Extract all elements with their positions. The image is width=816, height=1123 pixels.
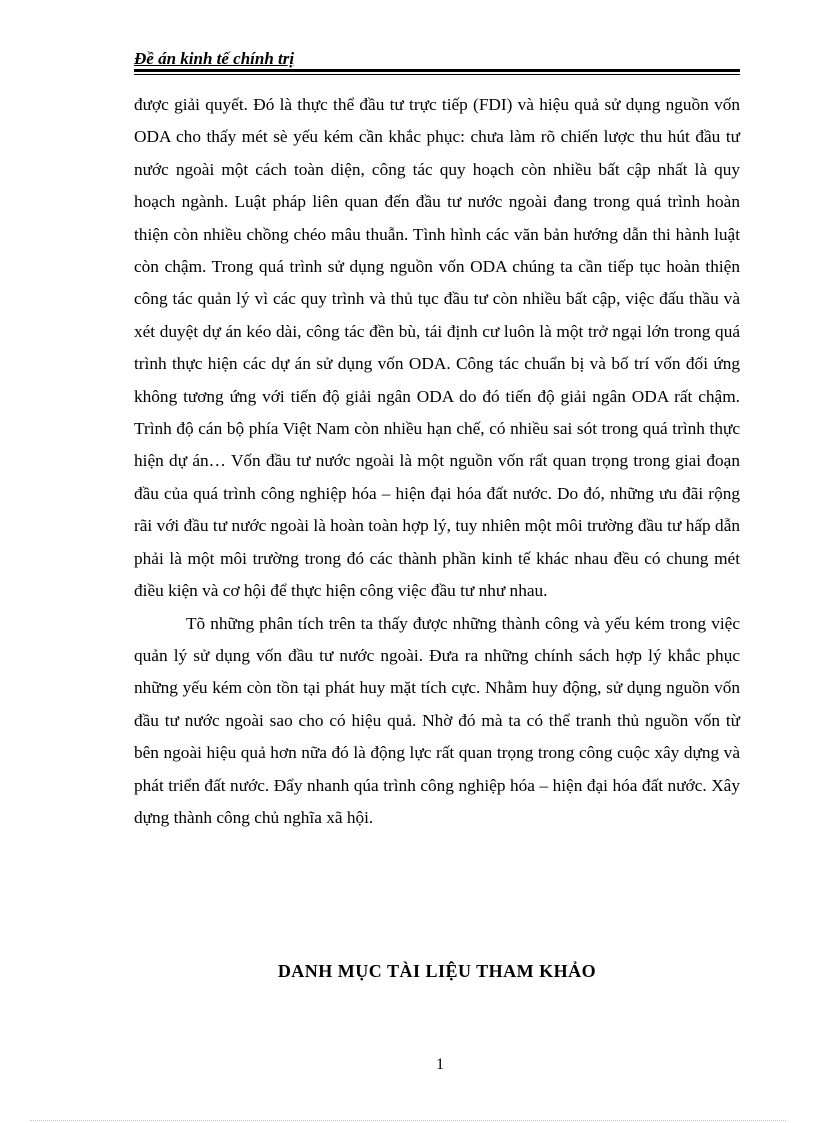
page-number: 1 — [436, 1056, 444, 1073]
header-title: Đề án kinh tế chính trị — [134, 49, 295, 68]
paragraph-continued: được giải quyết. Đó là thực thể đầu tư trực tiếp (FDI) và hiệu quả sử dụng nguồn vốn ODA cho thấy mét sè yếu kém cần khắc phục: chưa làm rõ chiến lược thu hút đầu tư nước ngoài một cách toàn diện, công tác quy hoạch còn nhiều bất cập nhất là quy hoạch ngành. Luật pháp liên quan đến đầu tư nước ngoài đang trong quá trình hoàn thiện còn nhiều chồng chéo mâu thuẫn. Tình hình các văn bản hướng dẫn thi hành luật còn chậm. Trong quá trình sử dụng nguồn vốn ODA chúng ta cần tiếp tục hoàn thiện công tác quản lý vì các quy trình và thủ tục đầu tư còn nhiều bất cập, việc đấu thầu và xét duyệt dự án kéo dài, công tác đền bù, tái định cư luôn là một trở ngại lớn trong quá trình thực hiện các dự án sử dụng vốn ODA. Công tác chuẩn bị và bố trí vốn đối ứng không tương ứng với tiến độ giải ngân ODA do đó tiến độ giải ngân ODA rất chậm. Trình độ cán bộ phía Việt Nam còn nhiều hạn chế, có nhiều sai sót trong quá trình thực hiện dự án… Vốn đầu tư nước ngoài là một nguồn vốn rất quan trọng trong giai đoạn đầu của quá trình công nghiệp hóa – hiện đại hóa đất nước. Do đó, những ưu đãi rộng rãi với đầu tư nước ngoài là hoàn toàn hợp lý, tuy nhiên một môi trường đầu tư hấp dẫn phải là một môi trường trong đó các thành phần kinh tế khác nhau đều có chung mét điều kiện và cơ hội để thực hiện công việc đầu tư như nhau. — [134, 95, 740, 601]
paragraph-conclusion: Tõ những phân tích trên ta thấy được những thành công và yếu kém trong việc quản lý sử dụng vốn đầu tư nước ngoài. Đưa ra những chính sách hợp lý khắc phục những yếu kém còn tồn tại phát huy mặt tích cực. Nhằm huy động, sử dụng nguồn vốn đầu tư nước ngoài sao cho có hiệu quả. Nhờ đó mà ta có thể tranh thủ nguồn vốn từ bên ngoài hiệu quả hơn nữa đó là động lực rất quan trọng trong công cuộc xây dựng và phát triển đất nước. Đẩy nhanh qúa trình công nghiệp hóa – hiện đại hóa đất nước. Xây dựng thành công chủ nghĩa xã hội. — [134, 613, 740, 827]
header-rule-thick — [134, 69, 740, 72]
body-text — [134, 89, 740, 834]
page-header — [134, 49, 740, 73]
page-bottom-divider — [30, 1120, 786, 1121]
references-heading: DANH MỤC TÀI LIỆU THAM KHẢO — [277, 961, 597, 981]
header-rule-thin — [134, 74, 740, 75]
